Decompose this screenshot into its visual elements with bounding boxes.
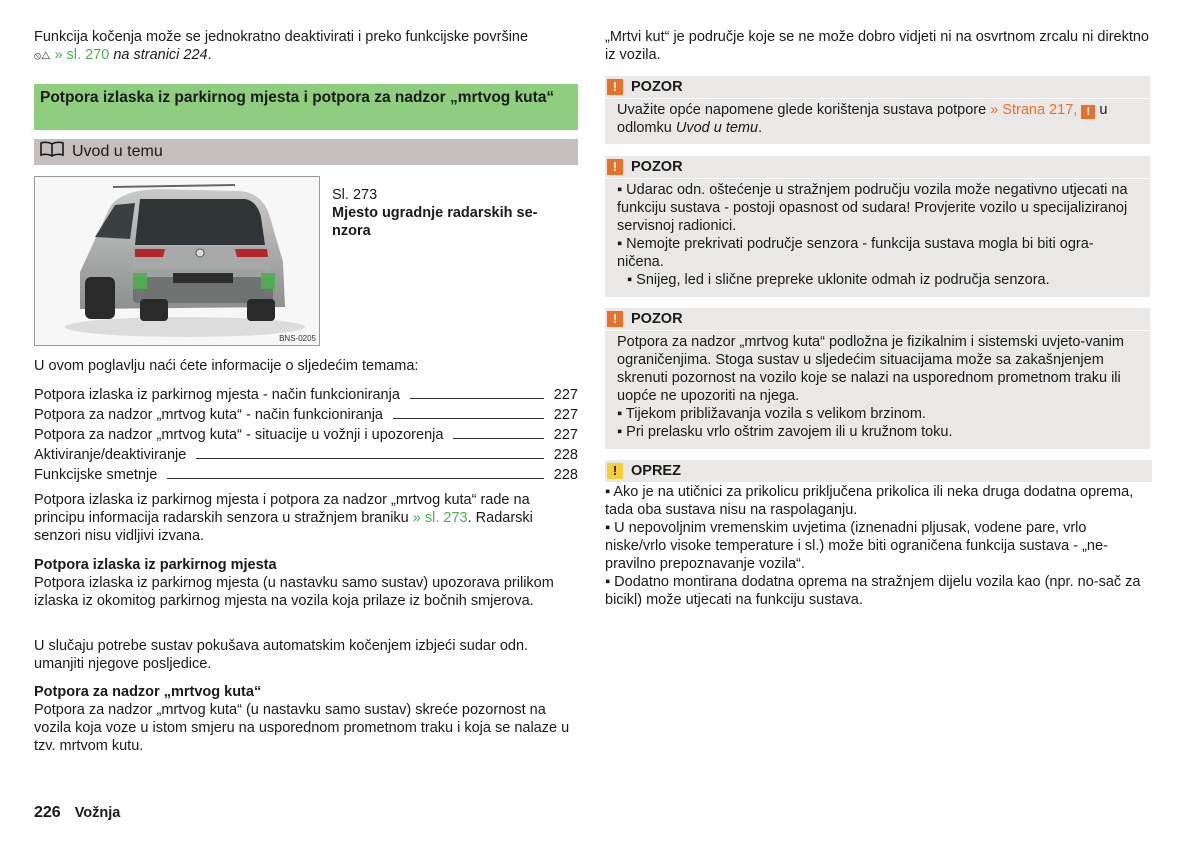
- warning-box: [605, 76, 1150, 144]
- exclamation-icon: !: [607, 311, 623, 327]
- list-item: ▪ Udarac odn. oštećenje u stražnjem području vozila može negativno utjecati na funkciju sustava - postoji opasnost od sudara! Provjerite vozilo u specijaliziranoj servisnoj radionici.: [617, 182, 1128, 234]
- warning-text: [605, 179, 1150, 295]
- exit-assist-text: Potpora izlaska iz parkirnog mjesta (u nastavku samo sustav) upozorava prilikom izlaska iz okomitog parkirnog mjesta na vozila koja prilaze iz bočnih smjerova.: [34, 575, 554, 609]
- blind-spot-text: Potpora za nadzor „mrtvog kuta“ (u nastavku samo sustav) skreće pozornost na vozila koja voze u istom smjeru na usporednom prometnom traku i koja se nalaze u tzv. mrtvom kutu.: [34, 702, 570, 754]
- subsection-title: Uvod u temu: [72, 143, 163, 160]
- braking-paragraph: U slučaju potrebe sustav pokušava automatskim kočenjem izbjeći sudar odn. umanjiti njegove posljedice.: [34, 638, 529, 672]
- list-item: ▪ Snijeg, led i slične prepreke uklonite odmah iz područja senzora.: [627, 272, 1050, 288]
- page-number: 226: [34, 804, 61, 821]
- warning-header: ! POZOR: [605, 156, 1150, 179]
- toc-item[interactable]: Potpora izlaska iz parkirnog mjesta - način funkcioniranja 227: [34, 387, 578, 403]
- exclamation-icon: !: [607, 159, 623, 175]
- blind-spot-section: [34, 683, 578, 755]
- list-item: ▪ U nepovoljnim vremenskim uvjetima (iznenadni pljusak, vodene pare, vrlo niske/vrlo visoke temperature i sl.) može biti ograničena funkcija sustava - „ne-pravilno prepoznavanje vozila“.: [605, 520, 1108, 572]
- subsection-title-bar: [34, 139, 578, 165]
- open-book-icon: [40, 141, 64, 163]
- note-text: [605, 483, 1150, 609]
- section-title: Potpora izlaska iz parkirnog mjesta i potpora za nadzor „mrtvog kuta“: [34, 84, 578, 130]
- exclamation-icon: !: [607, 463, 623, 479]
- exclamation-icon: !: [1081, 105, 1095, 119]
- blind-spot-definition: „Mrtvi kut“ je područje koje se ne može dobro vidjeti ni na osvrtnom zrcalu ni direktno iz vozila.: [605, 29, 1149, 63]
- toc-item[interactable]: Potpora za nadzor „mrtvog kuta“ - situacije u vožnji i upozorenja 227: [34, 427, 578, 443]
- warning-header: ! POZOR: [605, 76, 1150, 99]
- warning-text: Potpora za nadzor „mrtvog kuta“ podložna je fizikalnim i sistemski uvjeto-vanim ograničenjima. Stoga sustav u sljedećim situacijama može sa zakašnjenjem skrenuti pozornost na vozilo koje se nalazi na usporednom prometnom traku ili uopće ne upozoriti na njega. ▪ Tijekom približavanja vozila s velikom brzinom. ▪ Pri prelasku vrlo oštrim zavojem ili u kružnom toku.: [605, 331, 1150, 447]
- blind-spot-heading: Potpora za nadzor „mrtvog kuta“: [34, 684, 262, 700]
- note-header: ! OPREZ: [605, 460, 1152, 482]
- toc-item[interactable]: Potpora za nadzor „mrtvog kuta“ - način funkcioniranja 227: [34, 407, 578, 423]
- page-reference: na stranici 224: [113, 47, 208, 63]
- intro-paragraph: Funkcija kočenja može se jednokratno deaktivirati i preko funkcijske površine ⦸△ » sl. 270 na stranici 224.: [34, 29, 529, 63]
- page-footer: [34, 804, 120, 822]
- car-illustration: [35, 177, 319, 345]
- warning-header: ! POZOR: [605, 308, 1150, 331]
- figure-link[interactable]: » sl. 273: [412, 510, 468, 526]
- toc-item[interactable]: Funkcijske smetnje 228: [34, 467, 578, 483]
- list-item: ▪ Dodatno montirana dodatna oprema na stražnjem dijelu vozila kao (npr. no-sač za bicikl) može utjecati na funkciju sustava.: [605, 574, 1141, 608]
- exit-assist-section: [34, 556, 578, 610]
- list-item: ▪ Tijekom približavanja vozila s velikom brzinom.: [617, 406, 926, 422]
- table-of-contents: [34, 383, 578, 483]
- list-item: ▪ Nemojte prekrivati područje senzora - funkcija sustava mogla bi biti ogra-ničena.: [617, 236, 1094, 270]
- figure-title: Mjesto ugradnje radarskih se- nzora: [332, 205, 538, 239]
- figure-number: Sl. 273: [332, 187, 378, 203]
- exit-assist-heading: Potpora izlaska iz parkirnog mjesta: [34, 557, 277, 573]
- chapter-name: Vožnja: [74, 805, 121, 821]
- figure-code: BNS-0205: [279, 334, 316, 343]
- figure-link[interactable]: » sl. 270: [54, 47, 110, 63]
- car-rear-figure: [34, 176, 320, 346]
- exclamation-icon: !: [607, 79, 623, 95]
- warning-text: Uvažite opće napomene glede korištenja sustava potpore » Strana 217, ! u odlomku Uvod u temu.: [617, 102, 1108, 136]
- warning-box: [605, 308, 1150, 449]
- list-item: ▪ Ako je na utičnici za prikolicu priključena prikolica ili neka druga dodatna oprema, tada oba sustava nisu na raspolaganju.: [605, 484, 1134, 518]
- topics-intro: U ovom poglavlju naći ćete informacije o sljedećim temama:: [34, 358, 419, 374]
- sensor-off-icon: ⦸△: [34, 50, 51, 62]
- list-item: ▪ Pri prelasku vrlo oštrim zavojem ili u kružnom toku.: [617, 424, 953, 440]
- note-box: [605, 460, 1150, 482]
- warning-box: [605, 156, 1150, 297]
- page-link[interactable]: » Strana 217,: [990, 102, 1078, 118]
- radar-paragraph: Potpora izlaska iz parkirnog mjesta i potpora za nadzor „mrtvog kuta“ rade na principu informacija radarskih senzora u stražnjem braniku » sl. 273. Radarski senzori nisu vidljivi izvana.: [34, 492, 533, 544]
- toc-item[interactable]: Aktiviranje/deaktiviranje 228: [34, 447, 578, 463]
- figure-caption: [332, 186, 572, 240]
